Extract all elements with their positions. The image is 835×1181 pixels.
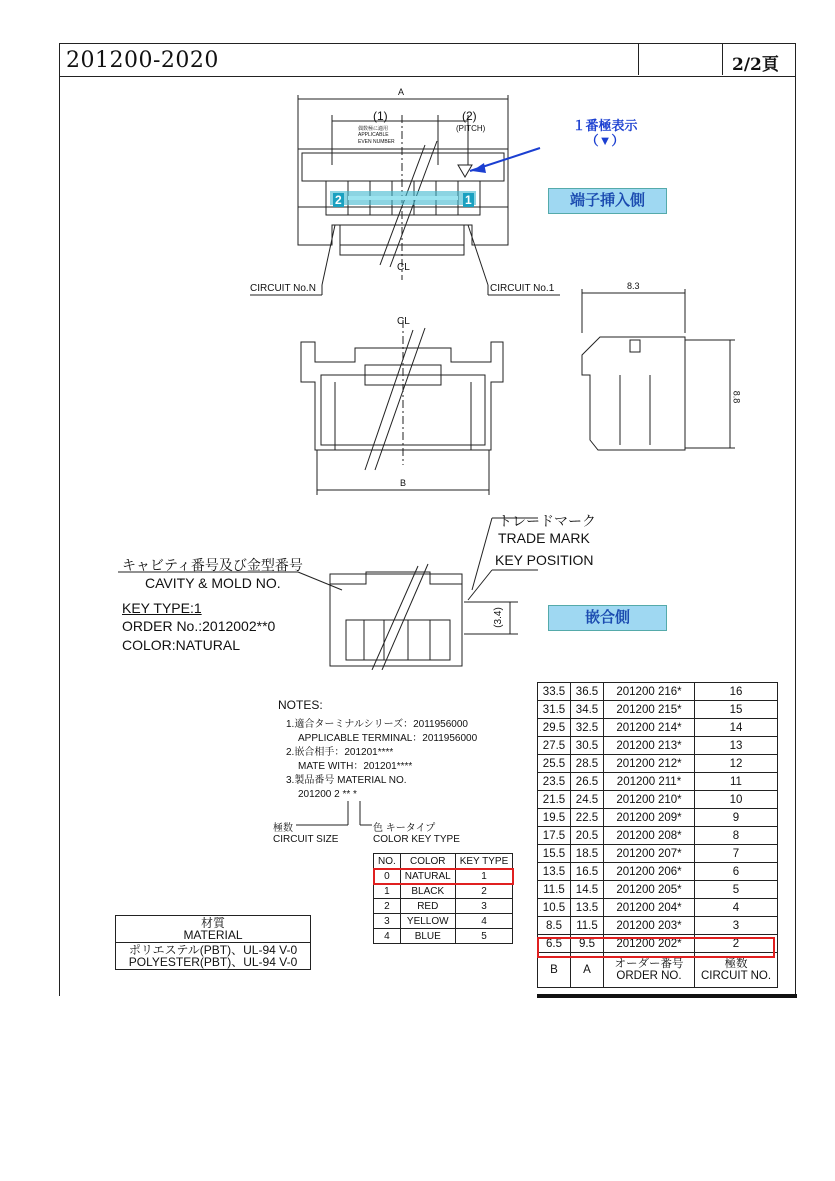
cell: 13 (695, 737, 778, 755)
table-row (538, 737, 778, 755)
table-row (538, 809, 778, 827)
cell: 201200 204* (604, 899, 695, 917)
material-value-row (116, 943, 311, 970)
cell: 10.5 (538, 899, 571, 917)
table-row (374, 914, 513, 929)
mating-side-label: 嵌合側 (548, 605, 667, 631)
note-3-pattern: 201200 2 ** * (298, 789, 357, 800)
top-view-drawing (240, 85, 580, 300)
header-no: NO. (374, 854, 401, 869)
cell: 11.5 (538, 881, 571, 899)
cell: 30.5 (571, 737, 604, 755)
material-header-jp: 材質 (200, 916, 225, 930)
table-row (538, 827, 778, 845)
material-header-cell (116, 916, 311, 943)
dim-83-label: 8.3 (627, 281, 640, 291)
cell: 34.5 (571, 701, 604, 719)
color-key-jp: 色 キータイプ (373, 823, 436, 834)
material-value-en: POLYESTER(PBT)、UL-94 V-0 (128, 955, 298, 969)
table-row (538, 683, 778, 701)
cell: 3 (695, 917, 778, 935)
selected-order-highlight (537, 937, 775, 958)
table-row (538, 899, 778, 917)
table-row (538, 773, 778, 791)
header-circuit-jp: 極数 (724, 958, 748, 970)
cell: 201200 211* (604, 773, 695, 791)
cell: NATURAL (400, 869, 455, 884)
circuit-size-jp: 極数 (273, 823, 293, 834)
dim-88-label: 8.8 (731, 390, 742, 404)
header-order-jp: オーダー番号 (614, 958, 684, 970)
cell: 7 (695, 845, 778, 863)
material-table (115, 915, 311, 970)
dim-1-note-en1: APPLICABLE (358, 132, 389, 138)
cell: YELLOW (400, 914, 455, 929)
cell: 201200 205* (604, 881, 695, 899)
pin1-label-jp: １番極表示 (572, 118, 638, 133)
cell: 18.5 (571, 845, 604, 863)
cell: 11 (695, 773, 778, 791)
cell: 14 (695, 719, 778, 737)
dim-a-label: A (398, 87, 405, 97)
pin1-label-symbol: （▼） (585, 133, 625, 148)
cell: 16 (695, 683, 778, 701)
cell: 1 (374, 884, 401, 899)
cell: 201200 208* (604, 827, 695, 845)
table-row (538, 719, 778, 737)
cell: 9 (695, 809, 778, 827)
cell: 19.5 (538, 809, 571, 827)
cell: 201200 203* (604, 917, 695, 935)
cell: 10 (695, 791, 778, 809)
dim-b-label: B (400, 478, 407, 488)
cell: 201200 212* (604, 755, 695, 773)
cell: 3 (374, 914, 401, 929)
cell: 201200 214* (604, 719, 695, 737)
drawing-number: 201200-2020 (66, 48, 219, 73)
cell: 25.5 (538, 755, 571, 773)
header-order-en: ORDER NO. (616, 970, 682, 982)
cell: 5 (455, 929, 513, 944)
dim-2-label: (2) (462, 109, 477, 123)
notes-block (278, 698, 477, 802)
color-label: COLOR:NATURAL (122, 637, 240, 653)
cell: 5 (695, 881, 778, 899)
cell: 6.5 (538, 935, 571, 953)
header-circuit-en: CIRCUIT NO. (700, 970, 772, 982)
cell: 15 (695, 701, 778, 719)
cell: 32.5 (571, 719, 604, 737)
cell: 8 (695, 827, 778, 845)
header-key-type: KEY TYPE (455, 854, 513, 869)
cavity-number-2: 2 (335, 193, 342, 207)
cell: 20.5 (571, 827, 604, 845)
bottom-view-drawing (295, 320, 515, 500)
color-key-table (373, 853, 513, 944)
cell: 29.5 (538, 719, 571, 737)
dim-34-label: (3.4) (492, 607, 504, 628)
material-value-jp: ポリエステル(PBT)、UL-94 V-0 (128, 943, 298, 957)
cell: 201200 213* (604, 737, 695, 755)
cell: RED (400, 899, 455, 914)
note-2-jp: 2.嵌合相手：201201**** (286, 747, 394, 758)
cell: 12 (695, 755, 778, 773)
cell: 22.5 (571, 809, 604, 827)
table-row (374, 884, 513, 899)
cell: 26.5 (571, 773, 604, 791)
cell: 8.5 (538, 917, 571, 935)
cell: 4 (455, 914, 513, 929)
circuit-n-label: CIRCUIT No.N (250, 283, 316, 294)
cell: 0 (374, 869, 401, 884)
side-view-drawing (570, 285, 750, 455)
cell: 33.5 (538, 683, 571, 701)
header-a: A (571, 953, 604, 988)
trademark-jp: トレードマーク (498, 513, 596, 529)
note-1-jp: 1.適合ターミナルシリーズ：2011956000 (286, 719, 468, 730)
table-row (374, 899, 513, 914)
cell: 9.5 (571, 935, 604, 953)
centerline-top: CL (397, 262, 410, 273)
cell: BLACK (400, 884, 455, 899)
cell: 4 (695, 899, 778, 917)
selected-color-highlight (373, 868, 514, 885)
material-header-en: MATERIAL (183, 928, 243, 942)
cell: 201200 216* (604, 683, 695, 701)
note-1-en: APPLICABLE TERMINAL：2011956000 (298, 733, 478, 744)
cell: 2 (455, 884, 513, 899)
material-header-row (116, 916, 311, 943)
dim-1-note-en2: EVEN NUMBER (358, 139, 395, 145)
cell: 2 (695, 935, 778, 953)
table-row (538, 791, 778, 809)
cell: 201200 209* (604, 809, 695, 827)
cell: 21.5 (538, 791, 571, 809)
table-row (538, 755, 778, 773)
header-b: B (538, 953, 571, 988)
dim-1-label: (1) (373, 109, 388, 123)
note-2-en: MATE WITH：201201**** (298, 761, 413, 772)
cell: 201200 206* (604, 863, 695, 881)
cell: BLUE (400, 929, 455, 944)
circuit-1-label: CIRCUIT No.1 (490, 283, 555, 294)
cell: 6 (695, 863, 778, 881)
insert-side-label: 端子挿入側 (548, 188, 667, 214)
cell: 2 (374, 899, 401, 914)
table-row (538, 881, 778, 899)
table-row (538, 845, 778, 863)
cavity-mold-en: CAVITY & MOLD NO. (145, 575, 281, 591)
cell: 15.5 (538, 845, 571, 863)
cell: 201200 207* (604, 845, 695, 863)
color-key-en: COLOR KEY TYPE (373, 834, 460, 845)
notes-title: NOTES: (278, 698, 323, 712)
cell: 13.5 (538, 863, 571, 881)
cell: 201200 202* (604, 935, 695, 953)
cell: 201200 215* (604, 701, 695, 719)
dim-1-note-jp: 偶数極に適用 (358, 126, 389, 132)
key-type-label: KEY TYPE:1 (122, 600, 202, 616)
table-header-row (374, 854, 513, 869)
cell: 13.5 (571, 899, 604, 917)
cell: 31.5 (538, 701, 571, 719)
cell: 16.5 (571, 863, 604, 881)
cell: 36.5 (571, 683, 604, 701)
cell: 14.5 (571, 881, 604, 899)
cell: 201200 210* (604, 791, 695, 809)
centerline-bottom: CL (397, 316, 410, 327)
cell: 11.5 (571, 917, 604, 935)
order-number-label: ORDER No.:2012002**0 (122, 618, 276, 634)
cell: 24.5 (571, 791, 604, 809)
cell: 3 (455, 899, 513, 914)
table-row (374, 929, 513, 944)
pitch-label: (PITCH) (456, 124, 486, 133)
note-3: 3.製品番号 MATERIAL NO. (286, 775, 407, 786)
header-color: COLOR (400, 854, 455, 869)
key-position-label: KEY POSITION (495, 552, 594, 568)
cell: 4 (374, 929, 401, 944)
table-row (538, 701, 778, 719)
frame-bottom-rule (537, 994, 797, 998)
material-value-cell (116, 943, 311, 970)
cell: 27.5 (538, 737, 571, 755)
cavity-mold-jp: キャビティ番号及び金型番号 (122, 557, 303, 573)
table-row (538, 917, 778, 935)
cell: 23.5 (538, 773, 571, 791)
pin1-indicator-label (560, 118, 650, 148)
trademark-en: TRADE MARK (498, 530, 590, 546)
circuit-size-en: CIRCUIT SIZE (273, 834, 339, 845)
table-row (538, 863, 778, 881)
cell: 1 (455, 869, 513, 884)
cell: 28.5 (571, 755, 604, 773)
page-number: 2/2頁 (732, 55, 779, 75)
cell: 17.5 (538, 827, 571, 845)
cavity-number-1: 1 (465, 193, 472, 207)
